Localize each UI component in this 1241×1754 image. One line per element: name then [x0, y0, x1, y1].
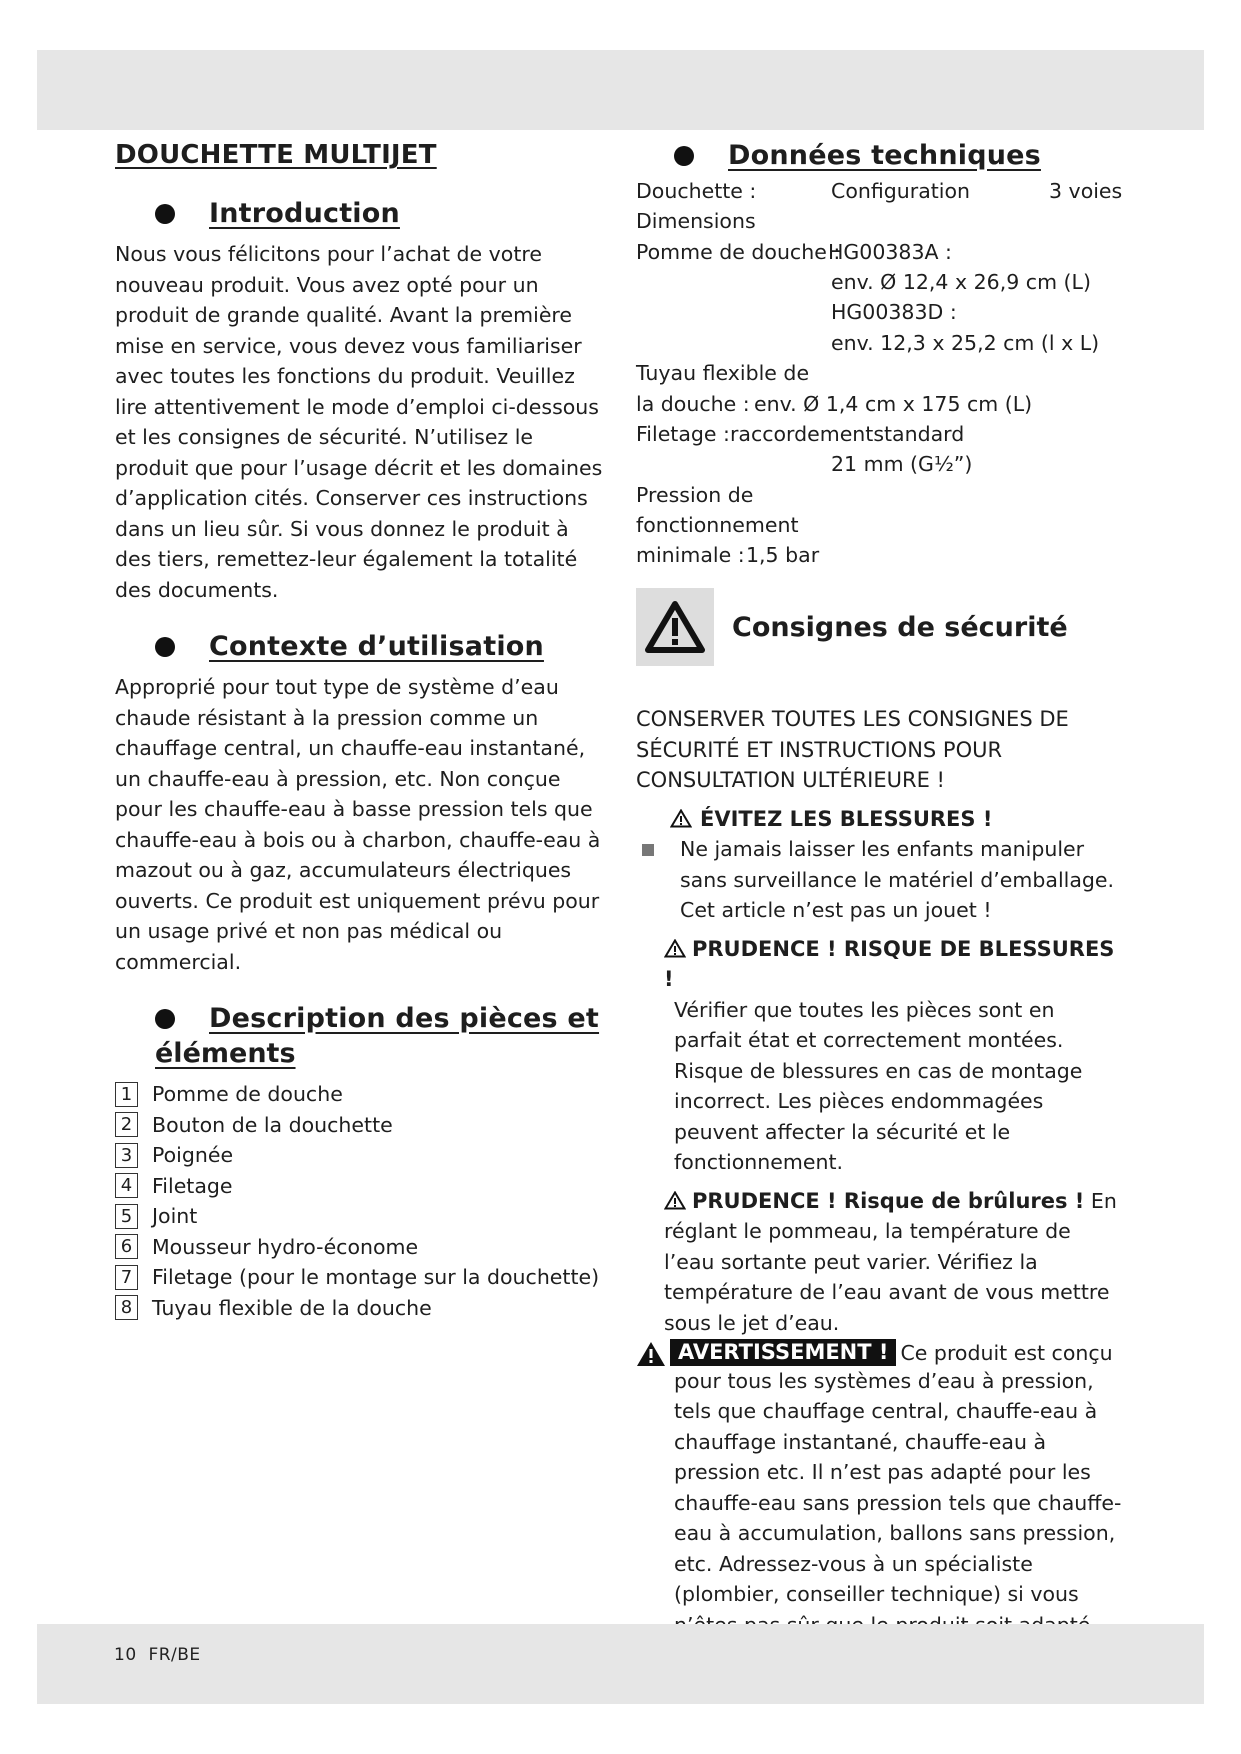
tech-douchette-label: Douchette : [636, 179, 757, 203]
list-item [115, 1110, 605, 1141]
part-label: Mousseur hydro-économe [152, 1234, 419, 1259]
part-label: Filetage (pour le montage sur la douchette) [152, 1265, 600, 1290]
tech-heading [674, 140, 1126, 171]
warning-small-icon [670, 809, 692, 828]
tech-dimensions-label: Dimensions [636, 209, 756, 233]
parts-list [115, 1079, 605, 1323]
page-title: DOUCHETTE MULTIJET [115, 140, 437, 170]
warning-text: pour tous les systèmes d’eau à pression, tels que chauffage central, chauffe-eau à chauffage instantané, chauffe-eau à pression etc. Il n’est pas adapté pour les chauffe-eau sans pression tels que chauffe-eau à accumulation, ballons sans pression, etc. Adressez-vous à un spécialiste (plombier, conseiller technique) si vous [674, 1368, 1122, 1606]
tech-configuration-value: 3 voies [1049, 179, 1123, 203]
keep-instructions-text: CONSERVER TOUTES LES CONSIGNES DE SÉCURITÉ ET INSTRUCTIONS POUR CONSULTATION ULTÉRIEURE ! [636, 707, 1069, 792]
caution-burn-block [664, 1186, 1126, 1339]
tech-pression-line1: Pression de [636, 483, 754, 507]
list-item [115, 1232, 605, 1263]
warning-block [636, 1338, 1126, 1369]
part-number: 6 [115, 1234, 138, 1259]
right-column [636, 140, 1126, 1671]
context-text: Approprié pour tout type de système d’eau chaude résistant à la pression comme un chauffage central, un chauffe-eau instantané, un chauffe-eau à pression, etc. Non conçue pour les chauffe-eau à basse pression tels que chauffe-eau à bois ou à charbon, chauffe-eau à mazout ou à gaz, accumulateurs électriques ouverts. Ce produit est uniquement prévu pour un usage privé et non pas médical ou commercial. [115, 675, 601, 974]
avoid-injury-label: ÉVITEZ LES BLESSURES ! [700, 806, 993, 831]
tech-tuyau-line2: la douche : [636, 392, 750, 416]
list-item [115, 1140, 605, 1171]
page-number: 10 [114, 1645, 137, 1665]
part-number: 4 [115, 1173, 138, 1198]
part-label: Filetage [152, 1173, 233, 1198]
context-heading [155, 631, 605, 662]
page-footer [114, 1645, 201, 1665]
part-label: Tuyau flexible de la douche [152, 1295, 432, 1320]
tech-pression-line2: fonctionnement [636, 513, 799, 537]
intro-heading-text: Introduction [209, 198, 400, 229]
part-number: 7 [115, 1265, 138, 1290]
warning-small-icon [664, 1191, 686, 1210]
part-number: 8 [115, 1295, 138, 1320]
context-heading-text: Contexte d’utilisation [209, 631, 544, 662]
parts-heading-line2: éléments [155, 1038, 296, 1069]
part-number: 1 [115, 1082, 138, 1107]
left-column [115, 140, 605, 1323]
warning-small-icon [664, 939, 686, 958]
part-label: Joint [152, 1204, 198, 1229]
list-item [115, 1201, 605, 1232]
warning-first-line: Ce produit est conçu [900, 1341, 1113, 1365]
tech-pression-line3: minimale : [636, 543, 745, 567]
part-number: 2 [115, 1112, 138, 1137]
part-label: Bouton de la douchette [152, 1112, 393, 1137]
tech-model-d-dim: env. 12,3 x 25,2 cm (l x L) [831, 331, 1100, 355]
part-number: 5 [115, 1204, 138, 1229]
tech-tuyau-value: env. Ø 1,4 cm x 175 cm (L) [754, 392, 1033, 416]
bullet-icon [155, 1009, 175, 1029]
list-item [115, 1293, 605, 1324]
tech-filetage-value: 21 mm (G½”) [831, 452, 973, 476]
list-item [115, 1079, 605, 1110]
header-band [37, 50, 1204, 130]
list-item [115, 1171, 605, 1202]
list-item [115, 1262, 605, 1293]
tech-configuration-label: Configuration [831, 179, 971, 203]
part-label: Pomme de douche [152, 1082, 343, 1107]
warning-filled-icon [636, 1341, 666, 1367]
tech-filetage-line: Filetage :raccordementstandard [636, 422, 965, 446]
tech-heading-text: Données techniques [728, 140, 1041, 171]
footer-band [37, 1624, 1204, 1704]
bullet-icon [155, 204, 175, 224]
part-label: Poignée [152, 1143, 234, 1168]
tech-tuyau-line1: Tuyau flexible de [636, 361, 810, 385]
bullet-icon [674, 146, 694, 166]
tech-pomme-label: Pomme de douche : [636, 240, 841, 264]
intro-heading [155, 198, 605, 229]
bullet-icon [155, 637, 175, 657]
page-locale: FR/BE [148, 1645, 201, 1665]
tech-data-block [636, 179, 1126, 614]
tech-model-a-dim: env. Ø 12,4 x 26,9 cm (L) [831, 270, 1091, 294]
caution-injury-block [664, 934, 1126, 1178]
intro-text: Nous vous félicitons pour l’achat de votre nouveau produit. Vous avez opté pour un produit de grande qualité. Avant la première mise en service, vous devez vous familiariser avec toutes les fonctions du produit. Veuillez lire attentivement le mode d’emploi ci-dessous et les consignes de sécurité. N’utilisez le produit que pour l’usage décrit et les domaines d’application cités. Conserver ces instructions dans un lieu sûr. Si vous donnez le produit à des tiers, remettez-leur également la totalité des documents. [115, 242, 603, 602]
caution-burn-text: En réglant le pommeau, la température de l’eau sortante peut varier. Vérifiez la température de l’eau avant de vous mettre sous le jet d’eau. [664, 1188, 1117, 1335]
avoid-injury-heading [670, 804, 1126, 835]
safety-heading-text: Consignes de sécurité [732, 611, 1068, 643]
tech-model-a: HG00383A : [828, 240, 952, 264]
parts-heading [155, 1003, 605, 1069]
parts-heading-line1: Description des pièces et [209, 1003, 600, 1034]
avoid-injury-text: Ne jamais laisser les enfants manipuler sans surveillance le matériel d’emballage. Cet article n’est pas un jouet ! [680, 837, 1115, 922]
tech-model-d: HG00383D : [831, 300, 957, 324]
warning-label: AVERTISSEMENT ! [670, 1339, 896, 1366]
caution-injury-label: PRUDENCE ! RISQUE DE BLESSURES ! [664, 936, 1115, 991]
square-bullet-icon [642, 844, 654, 856]
caution-injury-text: Vérifier que toutes les pièces sont en parfait état et correctement montées. Risque de blessures en cas de montage incorrect. Les pièces endommagées peuvent affecter la sécurité et le fonctionnement. [674, 997, 1083, 1174]
part-number: 3 [115, 1143, 138, 1168]
tech-pression-value: 1,5 bar [746, 543, 820, 567]
avoid-injury-item [636, 834, 1126, 926]
caution-burn-label: PRUDENCE ! Risque de brûlures ! [692, 1188, 1085, 1213]
